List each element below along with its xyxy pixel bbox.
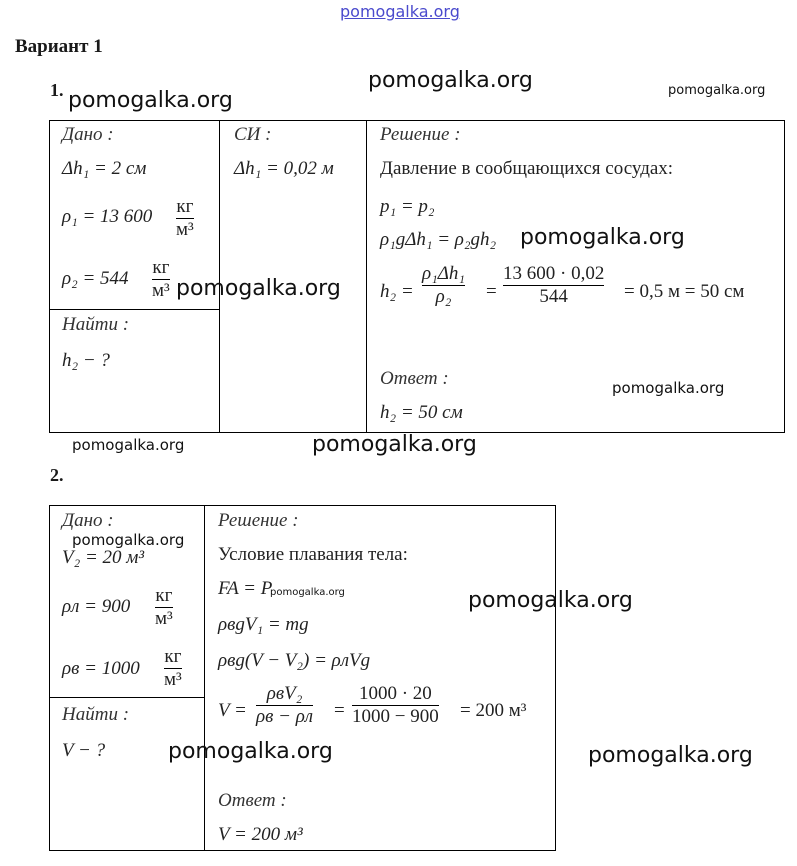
p1-eq3-result: = 0,5 м = 50 см (624, 281, 745, 302)
unit-denominator: м³ (155, 608, 173, 629)
watermark: pomogalka.org (72, 531, 185, 549)
frac-numerator: ρ₁Δh₁ (422, 263, 465, 284)
site-link[interactable]: pomogalka.org (340, 2, 460, 21)
p2-given-rho-l: ρл = 900 (62, 596, 131, 617)
unit-numerator: кг (164, 646, 182, 667)
p1-rho1-unit (176, 196, 194, 241)
p2-eq4-equals: = (334, 700, 345, 721)
p1-eq2: ρ₁gΔh₁ = ρ₂gh₂ (380, 229, 497, 250)
watermark: pomogalka.org (72, 436, 185, 454)
p2-solution-label: Решение : (218, 510, 299, 531)
p1-eq1: p₁ = p₂ (380, 196, 435, 217)
watermark: pomogalka.org (270, 587, 345, 598)
p2-eq4-lhs: V = (218, 700, 247, 721)
p1-given-label: Дано : (62, 124, 114, 145)
p2-answer: V = 200 м³ (218, 824, 303, 845)
p1-given-rho1: ρ₁ = 13 600 (62, 206, 153, 227)
p1-eq3-lhs: h₂ = (380, 281, 414, 302)
p1-find-label: Найти : (62, 314, 130, 335)
watermark: pomogalka.org (520, 225, 685, 250)
p1-eq3-frac1 (422, 263, 465, 308)
unit-numerator: кг (152, 257, 170, 278)
p1-answer: h₂ = 50 см (380, 402, 463, 423)
p2-given-v2: V₂ = 20 м³ (62, 547, 145, 568)
frac-numerator: 1000 · 20 (358, 683, 432, 704)
p1-eq3-equals: = (486, 281, 497, 302)
watermark: pomogalka.org (168, 739, 333, 764)
unit-numerator: кг (176, 196, 194, 217)
problem2-number: 2. (50, 465, 64, 485)
watermark: pomogalka.org (468, 588, 633, 613)
watermark: pomogalka.org (368, 68, 533, 93)
watermark: pomogalka.org (668, 83, 766, 98)
watermark: pomogalka.org (612, 379, 725, 397)
frac-numerator: ρвV₂ (266, 683, 303, 704)
frac-denominator: ρ₂ (435, 286, 452, 307)
frac-denominator: 544 (539, 286, 568, 307)
problem1-number: 1. (50, 80, 64, 100)
unit-denominator: м³ (152, 280, 170, 301)
p1-si-label: СИ : (234, 124, 272, 145)
p2-eq4-result: = 200 м³ (460, 700, 527, 721)
p2-eq1: FA = P (218, 578, 273, 599)
p2-eq4-frac1 (256, 683, 313, 728)
p2-given-rho-v: ρв = 1000 (62, 658, 140, 679)
watermark: pomogalka.org (176, 276, 341, 301)
p2-rho-l-unit (155, 585, 173, 630)
p1-solution-intro: Давление в сообщающихся сосудах: (380, 158, 674, 179)
p2-eq3: ρвg(V − V₂) = ρлVg (218, 650, 371, 671)
p2-rho-v-unit (164, 646, 182, 691)
p2-eq2: ρвgV₁ = mg (218, 614, 309, 635)
p2-answer-label: Ответ : (218, 790, 287, 811)
frac-denominator: ρв − ρл (256, 706, 314, 727)
p1-answer-label: Ответ : (380, 368, 449, 389)
p1-eq3-frac2 (503, 263, 604, 308)
p1-given-rho2: ρ₂ = 544 (62, 268, 129, 289)
unit-numerator: кг (155, 585, 173, 606)
watermark: pomogalka.org (68, 88, 233, 113)
variant-title: Вариант 1 (15, 36, 103, 57)
p2-eq4-frac2 (352, 683, 439, 728)
p2-solution-intro: Условие плавания тела: (218, 544, 408, 565)
watermark: pomogalka.org (312, 432, 477, 457)
p1-find: h₂ − ? (62, 350, 110, 371)
watermark: pomogalka.org (588, 743, 753, 768)
p2-given-label: Дано : (62, 510, 114, 531)
frac-numerator: 13 600 · 0,02 (503, 263, 605, 284)
p1-solution-label: Решение : (380, 124, 461, 145)
p1-given-dh1: Δh₁ = 2 см (62, 158, 147, 179)
p2-find-label: Найти : (62, 704, 130, 725)
frac-denominator: 1000 − 900 (352, 706, 439, 727)
p1-si-value: Δh₁ = 0,02 м (234, 158, 334, 179)
p1-rho2-unit (152, 257, 170, 302)
unit-denominator: м³ (176, 219, 194, 240)
p2-find: V − ? (62, 740, 106, 761)
unit-denominator: м³ (164, 669, 182, 690)
